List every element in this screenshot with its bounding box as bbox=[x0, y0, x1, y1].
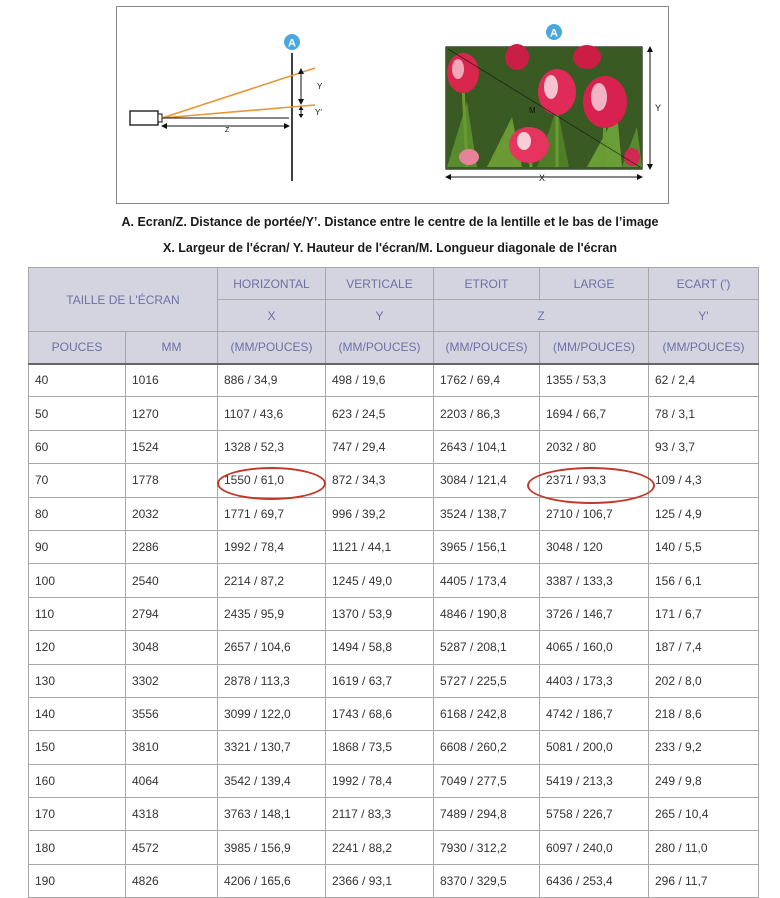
table-row bbox=[29, 864, 759, 897]
table-cell: 140 bbox=[29, 697, 126, 730]
table-cell: 180 bbox=[29, 831, 126, 864]
table-row bbox=[29, 631, 759, 664]
table-cell: 1778 bbox=[126, 464, 218, 497]
table-cell: 100 bbox=[29, 564, 126, 597]
table-cell: 3965 / 156,1 bbox=[434, 530, 540, 563]
table-cell: 3084 / 121,4 bbox=[434, 464, 540, 497]
caption-line-2: X. Largeur de l'écran/ Y. Hauteur de l'écran/M. Longueur diagonale de l'écran bbox=[163, 241, 617, 255]
screen-y-label: Y bbox=[655, 103, 662, 113]
table-cell: 7489 / 294,8 bbox=[434, 798, 540, 831]
table-cell: 4318 bbox=[126, 798, 218, 831]
table-cell: 5081 / 200,0 bbox=[540, 731, 649, 764]
table-cell: 280 / 11,0 bbox=[649, 831, 759, 864]
header-screen-size: TAILLE DE L'ÉCRAN bbox=[29, 268, 218, 332]
table-cell: 4405 / 173,4 bbox=[434, 564, 540, 597]
table-cell: 4065 / 160,0 bbox=[540, 631, 649, 664]
table-cell: 3810 bbox=[126, 731, 218, 764]
z-dimension-label: Z bbox=[225, 127, 230, 134]
table-cell: 1016 bbox=[126, 364, 218, 397]
table-cell: 3048 / 120 bbox=[540, 530, 649, 563]
table-cell: 1121 / 44,1 bbox=[326, 530, 434, 563]
table-cell: 156 / 6,1 bbox=[649, 564, 759, 597]
header-unit-y-prime: (MM/POUCES) bbox=[649, 332, 759, 364]
table-row bbox=[29, 764, 759, 797]
table-cell: 1370 / 53,9 bbox=[326, 597, 434, 630]
table-cell: 265 / 10,4 bbox=[649, 798, 759, 831]
table-cell: 190 bbox=[29, 864, 126, 897]
y-dimension-label: Y bbox=[317, 82, 323, 91]
table-cell: 2643 / 104,1 bbox=[434, 430, 540, 463]
table-cell: 996 / 39,2 bbox=[326, 497, 434, 530]
table-cell: 125 / 4,9 bbox=[649, 497, 759, 530]
table-cell: 2286 bbox=[126, 530, 218, 563]
table-cell: 2032 bbox=[126, 497, 218, 530]
table-cell: 886 / 34,9 bbox=[218, 364, 326, 397]
table-cell: 2878 / 113,3 bbox=[218, 664, 326, 697]
table-cell: 3726 / 146,7 bbox=[540, 597, 649, 630]
table-cell: 296 / 11,7 bbox=[649, 864, 759, 897]
table-cell: 2371 / 93,3 bbox=[540, 464, 649, 497]
table-cell: 2032 / 80 bbox=[540, 430, 649, 463]
table-cell: 160 bbox=[29, 764, 126, 797]
projector-icon bbox=[130, 111, 158, 125]
table-cell: 78 / 3,1 bbox=[649, 397, 759, 430]
table-cell: 2366 / 93,1 bbox=[326, 864, 434, 897]
table-cell: 62 / 2,4 bbox=[649, 364, 759, 397]
table-row bbox=[29, 497, 759, 530]
table-cell: 6097 / 240,0 bbox=[540, 831, 649, 864]
table-cell: 187 / 7,4 bbox=[649, 631, 759, 664]
table-row bbox=[29, 798, 759, 831]
table-cell: 1743 / 68,6 bbox=[326, 697, 434, 730]
header-vertical: VERTICALE bbox=[326, 268, 434, 300]
table-cell: 1694 / 66,7 bbox=[540, 397, 649, 430]
table-cell: 1494 / 58,8 bbox=[326, 631, 434, 664]
table-cell: 1328 / 52,3 bbox=[218, 430, 326, 463]
table-body bbox=[29, 364, 759, 898]
table-cell: 6608 / 260,2 bbox=[434, 731, 540, 764]
table-cell: 140 / 5,5 bbox=[649, 530, 759, 563]
header-row-1 bbox=[29, 268, 759, 300]
table-cell: 93 / 3,7 bbox=[649, 430, 759, 463]
table-cell: 1762 / 69,4 bbox=[434, 364, 540, 397]
table-cell: 4403 / 173,3 bbox=[540, 664, 649, 697]
header-y-prime: Y' bbox=[649, 300, 759, 332]
header-x: X bbox=[218, 300, 326, 332]
table-cell: 1868 / 73,5 bbox=[326, 731, 434, 764]
table-cell: 3556 bbox=[126, 697, 218, 730]
table-cell: 130 bbox=[29, 664, 126, 697]
header-wide: LARGE bbox=[540, 268, 649, 300]
highlight-horizontal-80 bbox=[217, 467, 326, 500]
table-cell: 3985 / 156,9 bbox=[218, 831, 326, 864]
table-cell: 60 bbox=[29, 430, 126, 463]
table-cell: 110 bbox=[29, 597, 126, 630]
header-row-3 bbox=[29, 332, 759, 364]
table-cell: 3763 / 148,1 bbox=[218, 798, 326, 831]
screen-x-label: X bbox=[538, 173, 546, 183]
table-cell: 150 bbox=[29, 731, 126, 764]
table-cell: 2214 / 87,2 bbox=[218, 564, 326, 597]
table-cell: 8370 / 329,5 bbox=[434, 864, 540, 897]
table-cell: 3542 / 139,4 bbox=[218, 764, 326, 797]
table-cell: 218 / 8,6 bbox=[649, 697, 759, 730]
table-cell: 4572 bbox=[126, 831, 218, 864]
header-narrow: ETROIT bbox=[434, 268, 540, 300]
table-cell: 4846 / 190,8 bbox=[434, 597, 540, 630]
header-unit-z-wide: (MM/POUCES) bbox=[540, 332, 649, 364]
table-row bbox=[29, 697, 759, 730]
header-inches: POUCES bbox=[29, 332, 126, 364]
table-cell: 872 / 34,3 bbox=[326, 464, 434, 497]
screen-size-table bbox=[28, 267, 759, 898]
table-cell: 109 / 4,3 bbox=[649, 464, 759, 497]
table-cell: 2435 / 95,9 bbox=[218, 597, 326, 630]
table-cell: 4064 bbox=[126, 764, 218, 797]
table-cell: 5287 / 208,1 bbox=[434, 631, 540, 664]
table-cell: 3387 / 133,3 bbox=[540, 564, 649, 597]
table-cell: 120 bbox=[29, 631, 126, 664]
table-cell: 2117 / 83,3 bbox=[326, 798, 434, 831]
table-cell: 1524 bbox=[126, 430, 218, 463]
header-offset: ECART (') bbox=[649, 268, 759, 300]
table-cell: 1107 / 43,6 bbox=[218, 397, 326, 430]
table-cell: 1992 / 78,4 bbox=[326, 764, 434, 797]
table-cell: 2203 / 86,3 bbox=[434, 397, 540, 430]
table-row bbox=[29, 397, 759, 430]
table-row bbox=[29, 731, 759, 764]
table-cell: 80 bbox=[29, 497, 126, 530]
table-cell: 3321 / 130,7 bbox=[218, 731, 326, 764]
m-dimension-label: M bbox=[529, 106, 536, 115]
side-view-diagram bbox=[130, 34, 323, 181]
table-cell: 7049 / 277,5 bbox=[434, 764, 540, 797]
table-cell: 5758 / 226,7 bbox=[540, 798, 649, 831]
table-cell: 5727 / 225,5 bbox=[434, 664, 540, 697]
marker-a-left-label: A bbox=[288, 37, 296, 50]
table-cell: 1245 / 49,0 bbox=[326, 564, 434, 597]
table-cell: 2540 bbox=[126, 564, 218, 597]
header-unit-z-narrow: (MM/POUCES) bbox=[434, 332, 540, 364]
table-cell: 6168 / 242,8 bbox=[434, 697, 540, 730]
projector-lens-icon bbox=[158, 114, 162, 122]
table-cell: 623 / 24,5 bbox=[326, 397, 434, 430]
table-cell: 1355 / 53,3 bbox=[540, 364, 649, 397]
header-mm: MM bbox=[126, 332, 218, 364]
table-cell: 3524 / 138,7 bbox=[434, 497, 540, 530]
header-horizontal: HORIZONTAL bbox=[218, 268, 326, 300]
table-row bbox=[29, 564, 759, 597]
projection-diagram-svg bbox=[117, 7, 670, 205]
header-unit-x: (MM/POUCES) bbox=[218, 332, 326, 364]
table-cell: 50 bbox=[29, 397, 126, 430]
table-cell: 1771 / 69,7 bbox=[218, 497, 326, 530]
table-cell: 4206 / 165,6 bbox=[218, 864, 326, 897]
screen-front-view bbox=[445, 24, 661, 183]
table-cell: 70 bbox=[29, 464, 126, 497]
table-cell: 3099 / 122,0 bbox=[218, 697, 326, 730]
table-cell: 747 / 29,4 bbox=[326, 430, 434, 463]
table-cell: 202 / 8,0 bbox=[649, 664, 759, 697]
table-cell: 1270 bbox=[126, 397, 218, 430]
marker-a-right-label: A bbox=[550, 27, 558, 40]
table-cell: 40 bbox=[29, 364, 126, 397]
table-cell: 249 / 9,8 bbox=[649, 764, 759, 797]
table-row bbox=[29, 664, 759, 697]
y-prime-dimension-label: Y' bbox=[315, 108, 322, 117]
table-row bbox=[29, 430, 759, 463]
projection-diagram bbox=[116, 6, 669, 204]
table-cell: 1619 / 63,7 bbox=[326, 664, 434, 697]
table-cell: 2710 / 106,7 bbox=[540, 497, 649, 530]
table-row bbox=[29, 364, 759, 397]
table-cell: 1550 / 61,0 bbox=[218, 464, 326, 497]
table-cell: 5419 / 213,3 bbox=[540, 764, 649, 797]
tulip-photo bbox=[446, 44, 642, 169]
highlight-wide-80 bbox=[527, 467, 655, 504]
table-cell: 2241 / 88,2 bbox=[326, 831, 434, 864]
table-cell: 6436 / 253,4 bbox=[540, 864, 649, 897]
table-cell: 4742 / 186,7 bbox=[540, 697, 649, 730]
table-row bbox=[29, 530, 759, 563]
table-cell: 170 bbox=[29, 798, 126, 831]
table-cell: 171 / 6,7 bbox=[649, 597, 759, 630]
table-cell: 2794 bbox=[126, 597, 218, 630]
caption-line-1: A. Ecran/Z. Distance de portée/Y’. Distance entre le centre de la lentille et le bas de l’image bbox=[121, 215, 659, 229]
table-cell: 233 / 9,2 bbox=[649, 731, 759, 764]
table-cell: 2657 / 104,6 bbox=[218, 631, 326, 664]
header-z: Z bbox=[434, 300, 649, 332]
table-cell: 7930 / 312,2 bbox=[434, 831, 540, 864]
table-cell: 1992 / 78,4 bbox=[218, 530, 326, 563]
table-cell: 90 bbox=[29, 530, 126, 563]
table-cell: 3048 bbox=[126, 631, 218, 664]
table-cell: 4826 bbox=[126, 864, 218, 897]
table-row bbox=[29, 831, 759, 864]
table-cell: 498 / 19,6 bbox=[326, 364, 434, 397]
table-cell: 3302 bbox=[126, 664, 218, 697]
header-y: Y bbox=[326, 300, 434, 332]
table-row bbox=[29, 597, 759, 630]
header-unit-y: (MM/POUCES) bbox=[326, 332, 434, 364]
